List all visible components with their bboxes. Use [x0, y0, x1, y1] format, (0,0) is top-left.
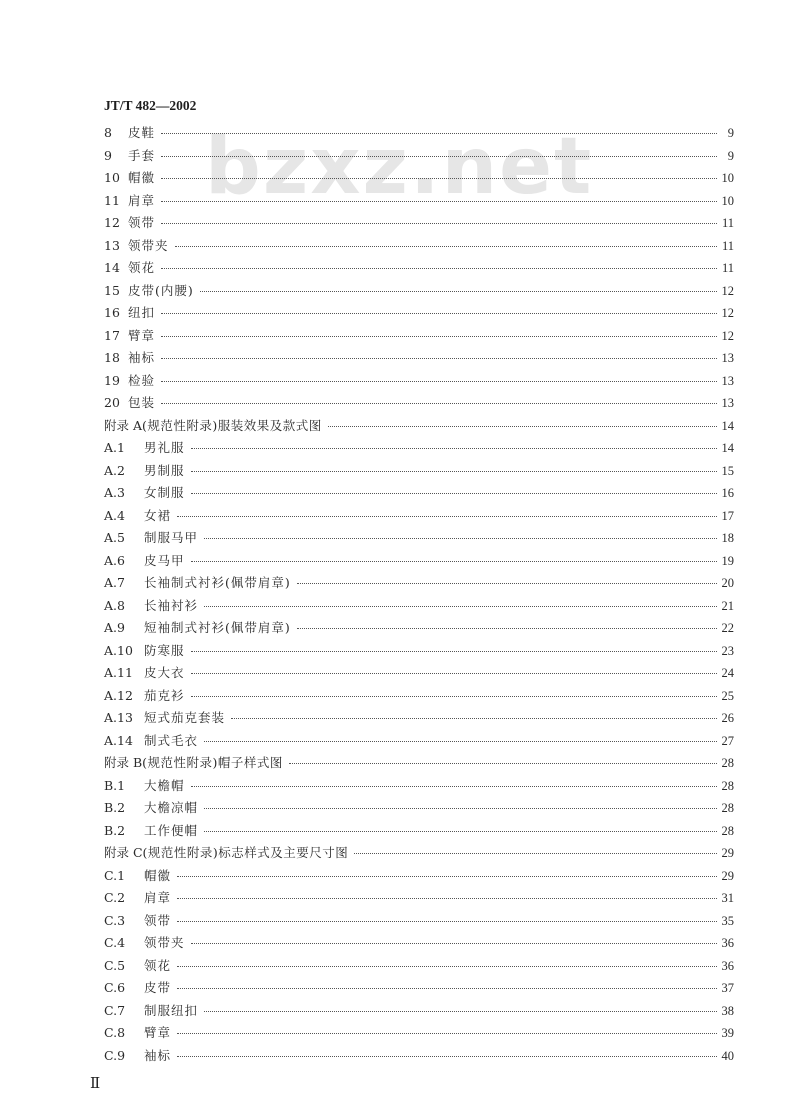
toc-dot-leader [177, 868, 717, 877]
toc-entry-title: 领带夹 [144, 935, 185, 950]
toc-dot-leader [191, 935, 717, 944]
toc-entry-number: C.7 [104, 1002, 126, 1018]
toc-entry[interactable] [104, 122, 734, 145]
toc-entry-title: 皮马甲 [144, 552, 185, 568]
toc-dot-leader [191, 665, 717, 674]
toc-entry-title: 短袖制式衬衫(佩带肩章) [144, 620, 291, 635]
toc-entry[interactable] [104, 1022, 734, 1045]
toc-entry-title: 纽扣 [128, 305, 156, 320]
toc-entry-title: 包装 [128, 395, 156, 410]
toc-entry-number: C.2 [104, 890, 126, 905]
toc-entry-title: 皮大衣 [144, 665, 185, 680]
toc-entry-page: 22 [721, 621, 734, 635]
toc-entry-title: 领带 [144, 912, 172, 928]
toc-entry[interactable] [104, 190, 734, 213]
toc-entry[interactable] [104, 640, 734, 663]
toc-dot-leader [354, 845, 717, 854]
toc-entry-number: C.6 [104, 980, 126, 995]
toc-entry-number: 附录 B [104, 755, 143, 770]
toc-entry-page: 31 [721, 891, 734, 905]
toc-entry-title: 长袖制式衬衫(佩带肩章) [144, 575, 291, 590]
toc-entry-page: 15 [721, 463, 734, 478]
toc-dot-leader [191, 440, 717, 449]
toc-entry-number: C.5 [104, 957, 126, 973]
toc-dot-leader [297, 575, 717, 584]
toc-dot-leader [204, 1003, 717, 1012]
toc-entry-page: 12 [721, 306, 734, 320]
toc-entry-page: 14 [721, 441, 734, 455]
toc-dot-leader [177, 890, 717, 899]
toc-entry-title: 皮带 [144, 980, 172, 995]
toc-entry[interactable] [104, 932, 734, 955]
toc-dot-leader [161, 395, 717, 404]
toc-entry[interactable] [104, 910, 734, 933]
toc-entry[interactable] [104, 842, 734, 865]
toc-dot-leader [204, 530, 717, 539]
toc-dot-leader [177, 1025, 717, 1034]
toc-dot-leader [289, 755, 717, 764]
toc-entry-title: 臂章 [128, 327, 156, 343]
toc-entry-number: 10 [104, 170, 120, 185]
toc-dot-leader [328, 418, 717, 427]
toc-dot-leader [161, 215, 717, 224]
toc-entry-page: 16 [721, 486, 734, 500]
toc-entry[interactable] [104, 527, 734, 550]
toc-entry-number: A.7 [104, 575, 125, 590]
toc-entry-number: 14 [104, 260, 120, 275]
toc-entry-number: 19 [104, 372, 120, 388]
toc-entry-page: 40 [721, 1048, 734, 1063]
toc-entry-title: (规范性附录)服装效果及款式图 [142, 417, 322, 433]
toc-entry-title: 制式毛衣 [144, 732, 199, 748]
toc-entry[interactable] [104, 662, 734, 685]
toc-entry-page: 36 [721, 936, 734, 950]
toc-entry-title: 防寒服 [144, 642, 185, 658]
toc-entry[interactable] [104, 482, 734, 505]
toc-entry-title: 检验 [128, 372, 156, 388]
toc-dot-leader [204, 800, 717, 809]
toc-entry[interactable] [104, 235, 734, 258]
toc-entry-number: B.2 [104, 800, 126, 815]
table-of-contents [104, 122, 734, 1067]
toc-entry-number: A.3 [104, 485, 125, 500]
toc-dot-leader [191, 485, 717, 494]
toc-entry[interactable] [104, 707, 734, 730]
toc-entry-number: A.9 [104, 620, 125, 635]
toc-entry-page: 12 [721, 328, 734, 343]
toc-entry-title: 制服纽扣 [144, 1002, 199, 1018]
toc-dot-leader [161, 373, 717, 382]
toc-dot-leader [297, 620, 717, 629]
toc-entry-number: A.1 [104, 440, 125, 455]
toc-entry-page: 36 [721, 958, 734, 973]
toc-entry-page: 11 [721, 238, 734, 253]
toc-entry[interactable] [104, 280, 734, 303]
toc-entry-number: B.2 [104, 822, 126, 838]
toc-entry-number: A.13 [104, 710, 133, 725]
toc-entry-title: 领带夹 [128, 237, 169, 253]
toc-entry-number: 13 [104, 237, 120, 253]
toc-entry[interactable] [104, 437, 734, 460]
toc-entry-page: 28 [721, 778, 734, 793]
toc-entry[interactable] [104, 797, 734, 820]
toc-entry[interactable] [104, 685, 734, 708]
toc-entry-page: 9 [727, 126, 734, 140]
toc-entry-title: 女制服 [144, 485, 185, 500]
toc-entry[interactable] [104, 505, 734, 528]
toc-entry-page: 26 [721, 711, 734, 725]
toc-dot-leader [231, 710, 717, 719]
toc-entry-number: B.1 [104, 777, 126, 793]
toc-entry-number: A.2 [104, 462, 125, 478]
toc-entry-title: 领花 [144, 957, 172, 973]
toc-entry-page: 27 [721, 733, 734, 748]
toc-entry-number: 9 [104, 147, 112, 163]
toc-dot-leader [204, 733, 717, 742]
toc-entry-title: 臂章 [144, 1025, 172, 1040]
toc-entry-page: 28 [721, 823, 734, 838]
toc-entry-page: 13 [721, 351, 734, 365]
toc-entry-number: 18 [104, 350, 120, 365]
toc-entry-number: 17 [104, 327, 120, 343]
toc-entry-number: 12 [104, 215, 120, 230]
toc-dot-leader [161, 305, 717, 314]
toc-entry-title: 工作便帽 [144, 822, 199, 838]
toc-entry[interactable] [104, 1000, 734, 1023]
toc-entry[interactable] [104, 977, 734, 1000]
toc-entry-page: 39 [721, 1026, 734, 1040]
toc-dot-leader [161, 125, 717, 134]
toc-entry-page: 20 [721, 576, 734, 590]
toc-entry-number: A.5 [104, 530, 125, 545]
toc-entry-page: 14 [721, 418, 734, 433]
toc-dot-leader [177, 980, 717, 989]
toc-entry-page: 19 [721, 553, 734, 568]
toc-dot-leader [191, 553, 717, 562]
toc-entry-title: 帽徽 [128, 170, 156, 185]
toc-entry-page: 13 [721, 373, 734, 388]
toc-entry-title: 长袖衬衫 [144, 597, 199, 613]
toc-entry-page: 11 [721, 216, 734, 230]
toc-entry-title: 男礼服 [144, 440, 185, 455]
toc-entry[interactable] [104, 257, 734, 280]
toc-entry-number: 20 [104, 395, 120, 410]
toc-entry-number: A.4 [104, 507, 125, 523]
toc-entry-page: 23 [721, 643, 734, 658]
toc-entry-page: 10 [721, 171, 734, 185]
toc-entry-page: 29 [721, 868, 734, 883]
toc-entry-number: A.14 [104, 732, 133, 748]
toc-entry[interactable] [104, 595, 734, 618]
toc-dot-leader [204, 598, 717, 607]
toc-entry-title: 肩章 [128, 192, 156, 208]
toc-entry-page: 38 [721, 1003, 734, 1018]
toc-entry-title: 茄克衫 [144, 687, 185, 703]
toc-entry-page: 35 [721, 913, 734, 928]
toc-entry-number: C.9 [104, 1047, 126, 1063]
toc-entry-page: 10 [721, 193, 734, 208]
toc-entry[interactable] [104, 775, 734, 798]
toc-entry-number: 附录 A [104, 417, 143, 433]
toc-entry-page: 9 [727, 148, 734, 163]
toc-entry[interactable] [104, 887, 734, 910]
toc-entry-number: A.11 [104, 665, 133, 680]
toc-entry-page: 13 [721, 396, 734, 410]
toc-entry[interactable] [104, 347, 734, 370]
toc-entry-title: 手套 [128, 147, 156, 163]
toc-entry-page: 28 [721, 801, 734, 815]
toc-entry[interactable] [104, 865, 734, 888]
toc-entry-title: 大檐凉帽 [144, 800, 199, 815]
document-code: JT/T 482—2002 [104, 98, 197, 113]
toc-entry[interactable] [104, 1045, 734, 1068]
toc-entry[interactable] [104, 392, 734, 415]
toc-entry-title: 短式茄克套装 [144, 710, 226, 725]
toc-entry-page: 29 [721, 846, 734, 860]
toc-dot-leader [175, 238, 717, 247]
toc-entry-page: 37 [721, 981, 734, 995]
toc-entry-number: C.1 [104, 867, 126, 883]
toc-entry-number: C.8 [104, 1025, 126, 1040]
toc-dot-leader [161, 148, 717, 157]
toc-entry-number: C.4 [104, 935, 126, 950]
toc-entry[interactable] [104, 730, 734, 753]
toc-entry-title: 袖标 [144, 1047, 172, 1063]
toc-entry-page: 28 [721, 756, 734, 770]
toc-entry-page: 25 [721, 688, 734, 703]
toc-entry-page: 21 [721, 598, 734, 613]
toc-entry-number: A.6 [104, 552, 125, 568]
toc-entry[interactable] [104, 460, 734, 483]
toc-dot-leader [177, 913, 717, 922]
toc-entry-page: 24 [721, 666, 734, 680]
toc-entry[interactable] [104, 752, 734, 775]
toc-entry[interactable] [104, 212, 734, 235]
toc-entry-page: 12 [721, 283, 734, 298]
toc-entry-number: A.12 [104, 687, 133, 703]
toc-entry-number: 8 [104, 125, 112, 140]
toc-dot-leader [161, 350, 717, 359]
toc-entry-page: 17 [721, 508, 734, 523]
toc-entry-number: A.8 [104, 597, 125, 613]
toc-dot-leader [177, 1048, 717, 1057]
toc-dot-leader [177, 508, 717, 517]
toc-entry[interactable] [104, 325, 734, 348]
toc-entry-number: 15 [104, 282, 120, 298]
toc-entry-page: 11 [721, 261, 734, 275]
toc-entry-title: 肩章 [144, 890, 172, 905]
toc-entry-title: 制服马甲 [144, 530, 199, 545]
toc-entry-title: 皮鞋 [128, 125, 156, 140]
toc-dot-leader [191, 688, 717, 697]
toc-dot-leader [161, 260, 717, 269]
toc-dot-leader [161, 328, 717, 337]
toc-dot-leader [161, 193, 717, 202]
toc-entry-number: 11 [104, 192, 120, 208]
toc-entry-number: 附录 C [104, 845, 143, 860]
toc-entry-number: 16 [104, 305, 120, 320]
page-number: Ⅱ [90, 1076, 101, 1092]
toc-entry[interactable] [104, 550, 734, 573]
toc-dot-leader [177, 958, 717, 967]
toc-entry-title: 男制服 [144, 462, 185, 478]
watermark-text: bzxz.net [205, 122, 594, 212]
toc-entry-title: (规范性附录)帽子样式图 [142, 755, 283, 770]
toc-dot-leader [204, 823, 717, 832]
toc-entry-page: 18 [721, 531, 734, 545]
toc-entry-number: C.3 [104, 912, 126, 928]
toc-dot-leader [191, 778, 717, 787]
toc-entry-title: 皮带(内腰) [128, 282, 194, 298]
toc-entry-title: 领花 [128, 260, 156, 275]
toc-entry[interactable] [104, 820, 734, 843]
toc-entry[interactable] [104, 617, 734, 640]
toc-dot-leader [191, 643, 717, 652]
toc-entry[interactable] [104, 145, 734, 168]
toc-entry-title: (规范性附录)标志样式及主要尺寸图 [142, 845, 349, 860]
toc-entry-title: 领带 [128, 215, 156, 230]
toc-entry[interactable] [104, 572, 734, 595]
toc-entry-title: 大檐帽 [144, 777, 185, 793]
toc-entry[interactable] [104, 955, 734, 978]
toc-entry-title: 袖标 [128, 350, 156, 365]
toc-entry[interactable] [104, 370, 734, 393]
toc-entry[interactable] [104, 167, 734, 190]
toc-entry[interactable] [104, 302, 734, 325]
toc-entry-number: A.10 [104, 642, 133, 658]
toc-dot-leader [161, 170, 717, 179]
toc-entry-title: 帽徽 [144, 867, 172, 883]
toc-dot-leader [191, 463, 717, 472]
toc-dot-leader [200, 283, 717, 292]
toc-entry-title: 女裙 [144, 507, 172, 523]
toc-entry[interactable] [104, 415, 734, 438]
